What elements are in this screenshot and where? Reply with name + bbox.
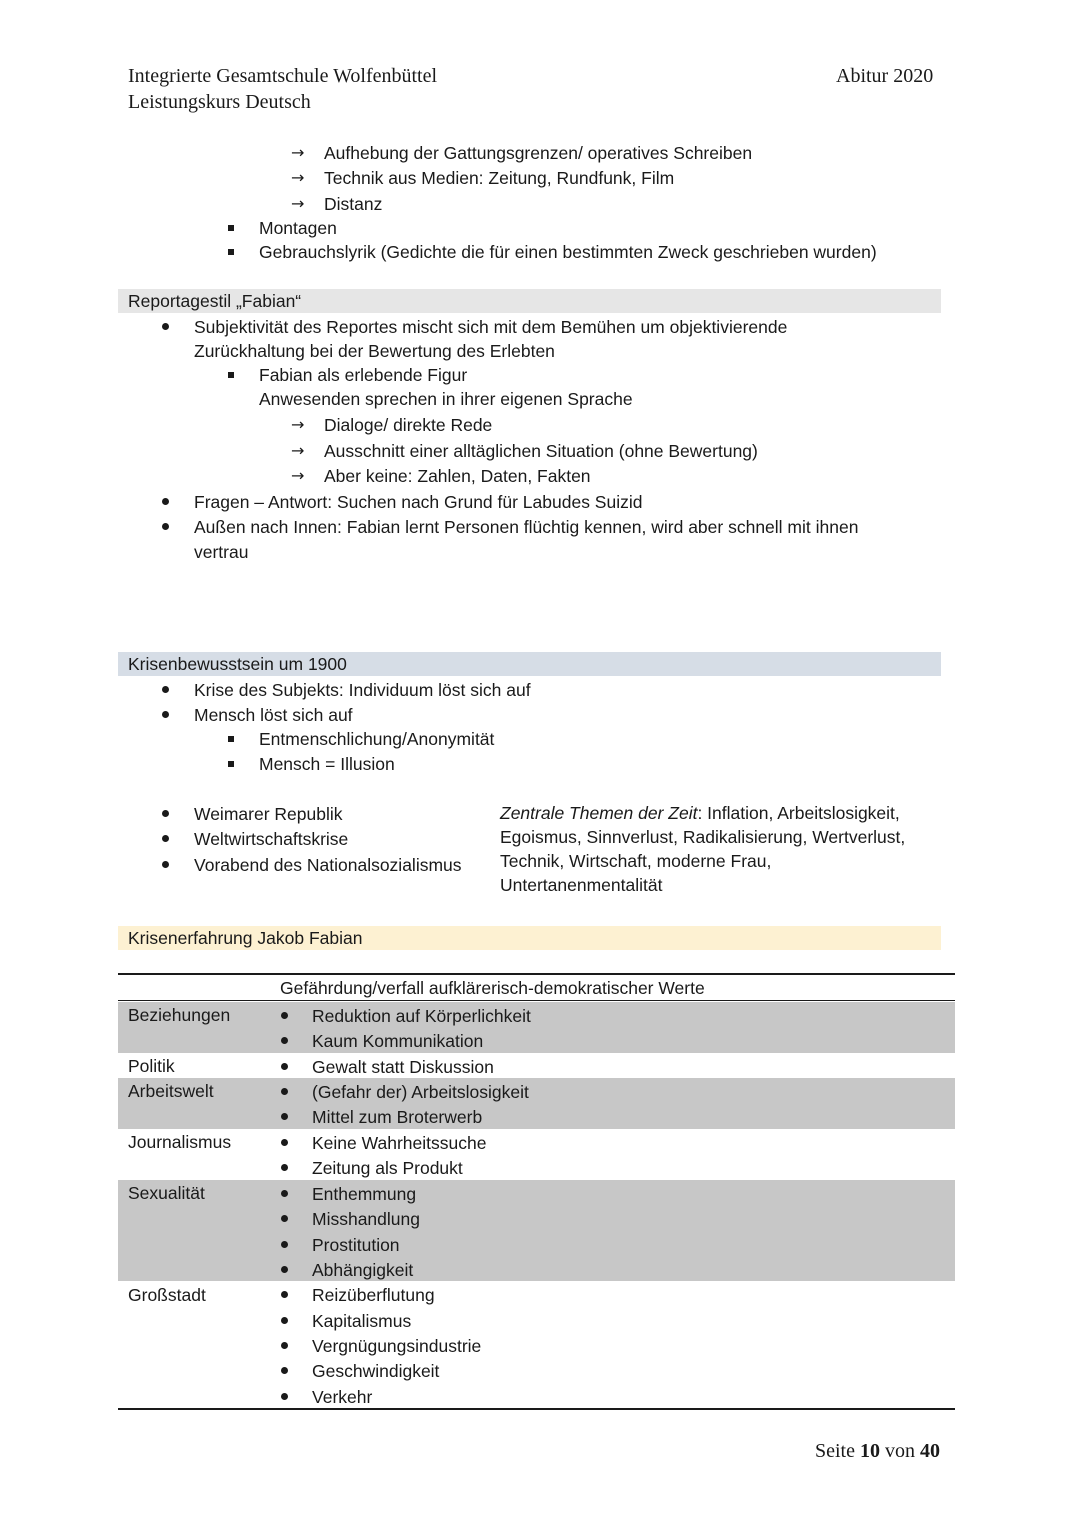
list-item: Mensch löst sich auf	[194, 705, 353, 725]
bullet-icon	[162, 323, 169, 330]
table-item: Misshandlung	[312, 1209, 420, 1229]
list-item: Subjektivität des Reportes mischt sich mit dem Bemühen um objektivierende	[194, 317, 788, 337]
list-item: Distanz	[324, 194, 383, 214]
table-category: Politik	[128, 1056, 175, 1076]
table-item: Geschwindigkeit	[312, 1361, 440, 1381]
list-item: Aufhebung der Gattungsgrenzen/ operatives Schreiben	[324, 143, 753, 163]
page-sep: von	[885, 1440, 915, 1462]
arrow-icon: →	[291, 415, 305, 434]
bullet-icon	[281, 1113, 288, 1120]
list-item: Dialoge/ direkte Rede	[324, 415, 493, 435]
table-category: Großstadt	[128, 1285, 206, 1305]
bullet-icon	[281, 1139, 288, 1146]
bullet-icon	[281, 1088, 288, 1095]
page-current: 10	[860, 1440, 880, 1462]
bullet-icon	[281, 1367, 288, 1374]
arrow-icon: →	[291, 168, 305, 187]
table-header-rule	[118, 1000, 955, 1001]
section-heading-krise	[118, 652, 941, 676]
school-name: Integrierte Gesamtschule Wolfenbüttel	[128, 65, 438, 87]
list-item: Außen nach Innen: Fabian lernt Personen flüchtig kennen, wird aber schnell mit ihnen	[194, 517, 859, 537]
bullet-icon	[162, 711, 169, 718]
bullet-icon	[281, 1291, 288, 1298]
table-bottom-rule	[118, 1408, 955, 1410]
page-number	[815, 1438, 940, 1464]
bullet-icon	[162, 861, 169, 868]
themes-label: Zentrale Themen der Zeit	[500, 803, 698, 823]
section-heading-erfahrung	[118, 926, 941, 950]
bullet-icon	[281, 1012, 288, 1019]
table-top-rule	[118, 973, 955, 975]
arrow-icon: →	[291, 466, 305, 485]
table-item: Zeitung als Produkt	[312, 1158, 463, 1178]
section-heading-text: Krisenerfahrung Jakob Fabian	[128, 928, 363, 948]
list-item-continuation: vertrau	[194, 542, 249, 562]
table-item: (Gefahr der) Arbeitslosigkeit	[312, 1082, 529, 1102]
square-bullet-icon	[228, 249, 234, 255]
square-bullet-icon	[228, 372, 234, 378]
row-shade	[118, 1002, 955, 1053]
bullet-icon	[281, 1266, 288, 1273]
table-category: Arbeitswelt	[128, 1081, 214, 1101]
bullet-icon	[281, 1342, 288, 1349]
bullet-icon	[281, 1241, 288, 1248]
table-header: Gefährdung/verfall aufklärerisch-demokratischer Werte	[280, 978, 705, 998]
row-shade	[118, 1180, 955, 1281]
bullet-icon	[281, 1393, 288, 1400]
arrow-icon: →	[291, 194, 305, 213]
table-item: Reizüberflutung	[312, 1285, 435, 1305]
table-item: Vergnügungsindustrie	[312, 1336, 482, 1356]
course-name: Leistungskurs Deutsch	[128, 91, 311, 113]
bullet-icon	[281, 1037, 288, 1044]
section-heading-reportage	[118, 289, 941, 313]
table-item: Kaum Kommunikation	[312, 1031, 484, 1051]
bullet-icon	[281, 1317, 288, 1324]
arrow-icon: →	[291, 441, 305, 460]
list-item: Technik aus Medien: Zeitung, Rundfunk, Film	[324, 168, 675, 188]
list-item: Aber keine: Zahlen, Daten, Fakten	[324, 466, 591, 486]
page-prefix: Seite	[815, 1440, 855, 1462]
list-item: Ausschnitt einer alltäglichen Situation (ohne Bewertung)	[324, 441, 758, 461]
themes-line: Technik, Wirtschaft, moderne Frau,	[500, 851, 772, 871]
table-category: Beziehungen	[128, 1005, 231, 1025]
themes-line	[500, 801, 900, 825]
table-item: Reduktion auf Körperlichkeit	[312, 1006, 531, 1026]
themes-line: Egoismus, Sinnverlust, Radikalisierung, Wertverlust,	[500, 827, 906, 847]
list-item: Weimarer Republik	[194, 804, 343, 824]
list-item: Montagen	[259, 218, 337, 238]
section-heading-text: Krisenbewusstsein um 1900	[128, 654, 347, 674]
bullet-icon	[162, 835, 169, 842]
list-item: Gebrauchslyrik (Gedichte die für einen bestimmten Zweck geschrieben wurden)	[259, 242, 877, 262]
square-bullet-icon	[228, 736, 234, 742]
section-heading-text: Reportagestil „Fabian“	[128, 291, 302, 311]
square-bullet-icon	[228, 761, 234, 767]
list-item: Fabian als erlebende Figur	[259, 365, 468, 385]
square-bullet-icon	[228, 225, 234, 231]
list-item: Fragen – Antwort: Suchen nach Grund für Labudes Suizid	[194, 492, 643, 512]
themes-text: : Inflation, Arbeitslosigkeit,	[697, 803, 900, 823]
table-category: Sexualität	[128, 1183, 205, 1203]
list-item: Mensch = Illusion	[259, 754, 395, 774]
table-category: Journalismus	[128, 1132, 232, 1152]
bullet-icon	[281, 1164, 288, 1171]
table-item: Prostitution	[312, 1235, 400, 1255]
table-item: Kapitalismus	[312, 1311, 412, 1331]
bullet-icon	[162, 686, 169, 693]
table-item: Enthemmung	[312, 1184, 417, 1204]
arrow-icon: →	[291, 143, 305, 162]
row-shade	[118, 1078, 955, 1129]
list-item-continuation: Anwesenden sprechen in ihrer eigenen Sprache	[259, 389, 633, 409]
table-item: Gewalt statt Diskussion	[312, 1057, 494, 1077]
list-item: Vorabend des Nationalsozialismus	[194, 855, 462, 875]
themes-line: Untertanenmentalität	[500, 875, 663, 895]
table-item: Abhängigkeit	[312, 1260, 414, 1280]
bullet-icon	[162, 498, 169, 505]
table-item: Mittel zum Broterwerb	[312, 1107, 483, 1127]
page-total: 40	[920, 1440, 940, 1462]
list-item: Entmenschlichung/Anonymität	[259, 729, 495, 749]
table-item: Keine Wahrheitssuche	[312, 1133, 487, 1153]
bullet-icon	[281, 1190, 288, 1197]
bullet-icon	[281, 1063, 288, 1070]
list-item-continuation: Zurückhaltung bei der Bewertung des Erlebten	[194, 341, 555, 361]
list-item: Weltwirtschaftskrise	[194, 829, 349, 849]
bullet-icon	[162, 523, 169, 530]
bullet-icon	[281, 1215, 288, 1222]
exam-label: Abitur 2020	[836, 65, 934, 87]
bullet-icon	[162, 810, 169, 817]
table-item: Verkehr	[312, 1387, 373, 1407]
list-item: Krise des Subjekts: Individuum löst sich auf	[194, 680, 531, 700]
